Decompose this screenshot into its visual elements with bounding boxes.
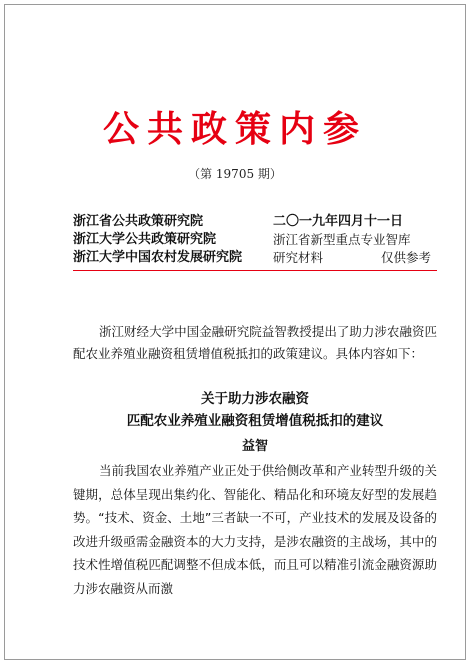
article-author: 益智: [241, 439, 268, 454]
article-title-line-1: 关于助力涉农融资: [201, 391, 309, 407]
material-type: 研究材料: [273, 250, 324, 265]
publication-date: 二〇一九年四月十一日: [273, 214, 404, 229]
issue-number: （第 19705 期）: [188, 167, 282, 181]
publication-meta: [273, 213, 431, 267]
think-tank-label: 浙江省新型重点专业智库: [273, 232, 411, 247]
institute-name: 浙江大学中国农村发展研究院: [73, 250, 243, 265]
institute-list: [73, 213, 242, 267]
institute-name: 浙江省公共政策研究院: [73, 214, 204, 229]
body-paragraph: 当前我国农业养殖产业正处于供给侧改革和产业转型升级的关键期，总体呈现出集约化、智能化、精品化和环境友好型的发展趋势。“技术、资金、土地”三者缺一不可，产业技术的发展及设备的改进升级亟需金融资本的大力支持，是涉农融资的主战场，其中的技术性增值税匹配调整不但成本低，而且可以精准引流金融资源助力涉农融资从而激: [73, 463, 437, 596]
material-row: [273, 249, 431, 267]
document-page: [4, 4, 466, 660]
intro-paragraph: 浙江财经大学中国金融研究院益智教授提出了助力涉农融资匹配农业养殖业融资租赁增值税抵扣的政策建议。具体内容如下：: [73, 324, 437, 361]
publication-title: 公共政策内参: [102, 108, 367, 150]
reference-note: 仅供参考: [380, 250, 431, 265]
institute-name: 浙江大学公共政策研究院: [73, 232, 217, 247]
header-divider: [73, 270, 437, 271]
article-title-line-2: 匹配农业养殖业融资租赁增值税抵扣的建议: [126, 413, 384, 429]
